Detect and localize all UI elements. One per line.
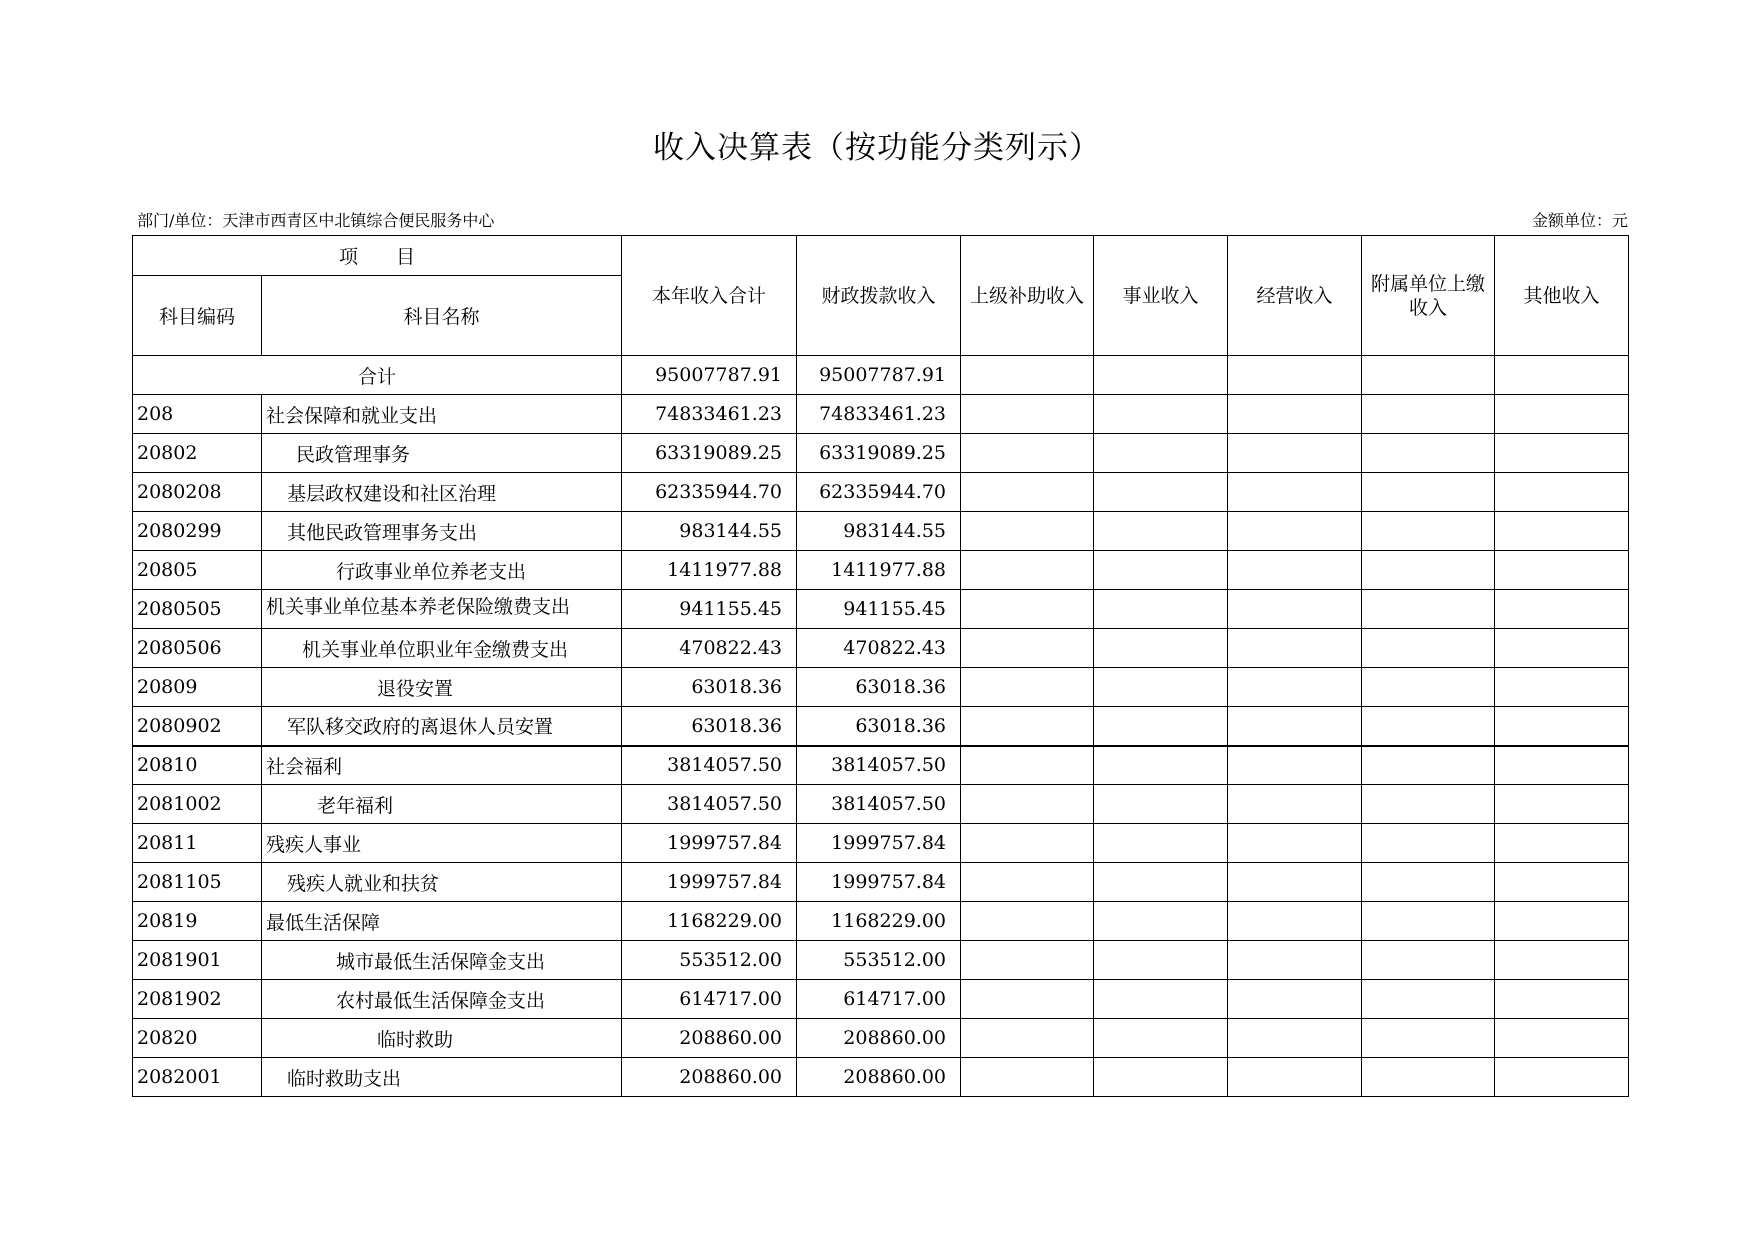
empty-cell bbox=[961, 980, 1094, 1019]
subject-code: 2081105 bbox=[133, 863, 262, 902]
empty-cell bbox=[1495, 668, 1629, 707]
subject-code: 2080299 bbox=[133, 512, 262, 551]
empty-cell bbox=[1228, 1019, 1362, 1058]
empty-cell bbox=[1228, 1058, 1362, 1097]
fiscal-appropriation-cell: 470822.43 bbox=[797, 629, 961, 668]
empty-cell bbox=[961, 707, 1094, 746]
empty-cell bbox=[1228, 707, 1362, 746]
empty-cell bbox=[1495, 395, 1629, 434]
subject-code: 20802 bbox=[133, 434, 262, 473]
empty-cell bbox=[961, 395, 1094, 434]
empty-cell bbox=[1495, 980, 1629, 1019]
empty-cell bbox=[961, 629, 1094, 668]
total-income-cell: 1411977.88 bbox=[622, 551, 797, 590]
empty-cell bbox=[961, 473, 1094, 512]
empty-cell bbox=[1228, 473, 1362, 512]
empty-cell bbox=[1094, 473, 1228, 512]
header-business-income: 事业收入 bbox=[1094, 236, 1228, 356]
empty-cell bbox=[1228, 980, 1362, 1019]
subject-name: 临时救助 bbox=[262, 1019, 622, 1058]
header-row-1 bbox=[133, 236, 1629, 276]
fiscal-appropriation-cell: 1168229.00 bbox=[797, 902, 961, 941]
header-total-income: 本年收入合计 bbox=[622, 236, 797, 356]
subject-name: 农村最低生活保障金支出 bbox=[262, 980, 622, 1019]
empty-cell bbox=[1495, 785, 1629, 824]
empty-cell bbox=[1362, 629, 1495, 668]
total-income-cell: 3814057.50 bbox=[622, 785, 797, 824]
table-row bbox=[133, 512, 1629, 551]
fiscal-appropriation-cell: 553512.00 bbox=[797, 941, 961, 980]
subject-code: 2080505 bbox=[133, 590, 262, 629]
fiscal-appropriation-cell: 3814057.50 bbox=[797, 785, 961, 824]
empty-cell bbox=[1495, 551, 1629, 590]
empty-cell bbox=[1228, 356, 1362, 395]
empty-cell bbox=[1094, 980, 1228, 1019]
empty-cell bbox=[1362, 434, 1495, 473]
fiscal-appropriation-cell: 208860.00 bbox=[797, 1019, 961, 1058]
header-operating-income: 经营收入 bbox=[1228, 236, 1362, 356]
table-row bbox=[133, 980, 1629, 1019]
subject-name: 机关事业单位职业年金缴费支出 bbox=[262, 629, 622, 668]
table-row bbox=[133, 785, 1629, 824]
total-income-cell: 941155.45 bbox=[622, 590, 797, 629]
empty-cell bbox=[1495, 746, 1629, 785]
empty-cell bbox=[1362, 512, 1495, 551]
empty-cell bbox=[1362, 707, 1495, 746]
total-income-cell: 1999757.84 bbox=[622, 863, 797, 902]
empty-cell bbox=[1094, 1019, 1228, 1058]
empty-cell bbox=[961, 785, 1094, 824]
empty-cell bbox=[1228, 434, 1362, 473]
total-income-cell: 1168229.00 bbox=[622, 902, 797, 941]
fiscal-appropriation-cell: 941155.45 bbox=[797, 590, 961, 629]
subject-code: 20820 bbox=[133, 1019, 262, 1058]
header-fiscal-appropriation: 财政拨款收入 bbox=[797, 236, 961, 356]
subject-code: 20805 bbox=[133, 551, 262, 590]
empty-cell bbox=[1495, 1019, 1629, 1058]
empty-cell bbox=[961, 824, 1094, 863]
table-row bbox=[133, 746, 1629, 785]
empty-cell bbox=[1362, 551, 1495, 590]
subject-code: 2081901 bbox=[133, 941, 262, 980]
total-income-cell: 470822.43 bbox=[622, 629, 797, 668]
subject-name: 其他民政管理事务支出 bbox=[262, 512, 622, 551]
subject-code: 20809 bbox=[133, 668, 262, 707]
table-row bbox=[133, 395, 1629, 434]
subject-name: 社会保障和就业支出 bbox=[262, 395, 622, 434]
empty-cell bbox=[1094, 356, 1228, 395]
empty-cell bbox=[1495, 863, 1629, 902]
empty-cell bbox=[1094, 590, 1228, 629]
subject-code: 20810 bbox=[133, 746, 262, 785]
subject-code: 2081002 bbox=[133, 785, 262, 824]
empty-cell bbox=[1094, 824, 1228, 863]
total-income-cell: 1999757.84 bbox=[622, 824, 797, 863]
fiscal-appropriation-cell: 1411977.88 bbox=[797, 551, 961, 590]
subject-code: 20819 bbox=[133, 902, 262, 941]
empty-cell bbox=[1228, 941, 1362, 980]
empty-cell bbox=[1094, 902, 1228, 941]
fiscal-appropriation-cell: 74833461.23 bbox=[797, 395, 961, 434]
fiscal-appropriation-cell: 983144.55 bbox=[797, 512, 961, 551]
table-row bbox=[133, 590, 1629, 629]
empty-cell bbox=[1228, 395, 1362, 434]
empty-cell bbox=[1362, 1058, 1495, 1097]
table-row bbox=[133, 707, 1629, 746]
empty-cell bbox=[1362, 668, 1495, 707]
total-income-cell: 3814057.50 bbox=[622, 746, 797, 785]
empty-cell bbox=[1228, 668, 1362, 707]
total-label: 合计 bbox=[133, 356, 622, 395]
total-income-cell: 63018.36 bbox=[622, 707, 797, 746]
empty-cell bbox=[1094, 707, 1228, 746]
empty-cell bbox=[1094, 434, 1228, 473]
total-income-cell: 614717.00 bbox=[622, 980, 797, 1019]
empty-cell bbox=[1495, 902, 1629, 941]
empty-cell bbox=[1495, 629, 1629, 668]
total-income-cell: 62335944.70 bbox=[622, 473, 797, 512]
subject-name: 残疾人就业和扶贫 bbox=[262, 863, 622, 902]
table-row bbox=[133, 629, 1629, 668]
header-affiliated-income: 附属单位上缴收入 bbox=[1362, 236, 1495, 356]
empty-cell bbox=[961, 1019, 1094, 1058]
total-income-cell: 553512.00 bbox=[622, 941, 797, 980]
empty-cell bbox=[1228, 590, 1362, 629]
subject-code: 2080208 bbox=[133, 473, 262, 512]
empty-cell bbox=[961, 941, 1094, 980]
table-row bbox=[133, 902, 1629, 941]
subject-code: 20811 bbox=[133, 824, 262, 863]
empty-cell bbox=[1495, 590, 1629, 629]
subject-code: 208 bbox=[133, 395, 262, 434]
subject-name: 社会福利 bbox=[262, 746, 622, 785]
header-name: 科目名称 bbox=[262, 276, 622, 356]
empty-cell bbox=[961, 512, 1094, 551]
subject-name: 机关事业单位基本养老保险缴费支出 bbox=[266, 596, 571, 618]
empty-cell bbox=[961, 863, 1094, 902]
subject-name: 老年福利 bbox=[262, 785, 622, 824]
income-report-table bbox=[132, 235, 1629, 1097]
empty-cell bbox=[961, 668, 1094, 707]
subject-code: 2082001 bbox=[133, 1058, 262, 1097]
empty-cell bbox=[961, 434, 1094, 473]
empty-cell bbox=[1362, 746, 1495, 785]
table-row bbox=[133, 1019, 1629, 1058]
empty-cell bbox=[1362, 824, 1495, 863]
department-label: 部门/单位：天津市西青区中北镇综合便民服务中心 bbox=[137, 211, 495, 230]
empty-cell bbox=[1362, 473, 1495, 512]
table-row bbox=[133, 863, 1629, 902]
empty-cell bbox=[1362, 356, 1495, 395]
header-code: 科目编码 bbox=[133, 276, 262, 356]
subject-name: 临时救助支出 bbox=[262, 1058, 622, 1097]
header-project: 项 目 bbox=[133, 236, 622, 276]
empty-cell bbox=[1362, 1019, 1495, 1058]
empty-cell bbox=[1495, 434, 1629, 473]
empty-cell bbox=[961, 902, 1094, 941]
subject-name: 城市最低生活保障金支出 bbox=[262, 941, 622, 980]
fiscal-appropriation-cell: 62335944.70 bbox=[797, 473, 961, 512]
subject-name: 退役安置 bbox=[262, 668, 622, 707]
subject-name: 行政事业单位养老支出 bbox=[262, 551, 622, 590]
empty-cell bbox=[1228, 551, 1362, 590]
table-row bbox=[133, 434, 1629, 473]
empty-cell bbox=[1094, 668, 1228, 707]
fiscal-appropriation-cell: 63018.36 bbox=[797, 668, 961, 707]
fiscal-appropriation-cell: 614717.00 bbox=[797, 980, 961, 1019]
empty-cell bbox=[1228, 512, 1362, 551]
empty-cell bbox=[1228, 863, 1362, 902]
empty-cell bbox=[1228, 902, 1362, 941]
subject-name: 军队移交政府的离退休人员安置 bbox=[262, 707, 622, 746]
subject-name: 最低生活保障 bbox=[262, 902, 622, 941]
empty-cell bbox=[1094, 551, 1228, 590]
empty-cell bbox=[1094, 785, 1228, 824]
empty-cell bbox=[1228, 746, 1362, 785]
table-row bbox=[133, 551, 1629, 590]
empty-cell bbox=[1362, 785, 1495, 824]
empty-cell bbox=[1094, 1058, 1228, 1097]
empty-cell bbox=[961, 590, 1094, 629]
table-row bbox=[133, 824, 1629, 863]
empty-cell bbox=[1362, 902, 1495, 941]
empty-cell bbox=[1495, 707, 1629, 746]
table-row bbox=[133, 668, 1629, 707]
empty-cell bbox=[1094, 629, 1228, 668]
empty-cell bbox=[1495, 941, 1629, 980]
subject-name: 基层政权建设和社区治理 bbox=[262, 473, 622, 512]
unit-label: 金额单位：元 bbox=[1531, 211, 1628, 230]
table-row bbox=[133, 941, 1629, 980]
fiscal-appropriation-cell: 1999757.84 bbox=[797, 863, 961, 902]
empty-cell bbox=[1362, 980, 1495, 1019]
empty-cell bbox=[1362, 395, 1495, 434]
empty-cell bbox=[1094, 395, 1228, 434]
subject-name: 残疾人事业 bbox=[262, 824, 622, 863]
empty-cell bbox=[1362, 863, 1495, 902]
total-income-cell: 63018.36 bbox=[622, 668, 797, 707]
empty-cell bbox=[1495, 512, 1629, 551]
empty-cell bbox=[1228, 824, 1362, 863]
page-title: 收入决算表（按功能分类列示） bbox=[653, 130, 1101, 166]
table-row bbox=[133, 473, 1629, 512]
empty-cell bbox=[1495, 473, 1629, 512]
empty-cell bbox=[961, 1058, 1094, 1097]
empty-cell bbox=[1094, 512, 1228, 551]
empty-cell bbox=[1362, 590, 1495, 629]
empty-cell bbox=[961, 746, 1094, 785]
subject-code: 2080902 bbox=[133, 707, 262, 746]
empty-cell bbox=[1362, 941, 1495, 980]
empty-cell bbox=[1094, 863, 1228, 902]
total-income-cell: 63319089.25 bbox=[622, 434, 797, 473]
total-income-cell: 983144.55 bbox=[622, 512, 797, 551]
fiscal-appropriation-cell: 63018.36 bbox=[797, 707, 961, 746]
total-income-cell: 208860.00 bbox=[622, 1058, 797, 1097]
table-row bbox=[133, 1058, 1629, 1097]
header-superior-subsidy: 上级补助收入 bbox=[961, 236, 1094, 356]
fiscal-appropriation-cell: 1999757.84 bbox=[797, 824, 961, 863]
fiscal-appropriation-cell: 3814057.50 bbox=[797, 746, 961, 785]
subject-name: 民政管理事务 bbox=[262, 434, 622, 473]
total-income-cell: 95007787.91 bbox=[622, 356, 797, 395]
subject-code: 2080506 bbox=[133, 629, 262, 668]
empty-cell bbox=[1094, 746, 1228, 785]
empty-cell bbox=[1228, 629, 1362, 668]
fiscal-appropriation-cell: 208860.00 bbox=[797, 1058, 961, 1097]
empty-cell bbox=[1495, 356, 1629, 395]
total-fiscal-cell: 95007787.91 bbox=[797, 356, 961, 395]
empty-cell bbox=[961, 551, 1094, 590]
total-row bbox=[133, 356, 1629, 395]
total-income-cell: 74833461.23 bbox=[622, 395, 797, 434]
empty-cell bbox=[1094, 941, 1228, 980]
fiscal-appropriation-cell: 63319089.25 bbox=[797, 434, 961, 473]
subject-code: 2081902 bbox=[133, 980, 262, 1019]
empty-cell bbox=[961, 356, 1094, 395]
header-other-income: 其他收入 bbox=[1495, 236, 1629, 356]
empty-cell bbox=[1495, 1058, 1629, 1097]
empty-cell bbox=[1228, 785, 1362, 824]
empty-cell bbox=[1495, 824, 1629, 863]
total-income-cell: 208860.00 bbox=[622, 1019, 797, 1058]
